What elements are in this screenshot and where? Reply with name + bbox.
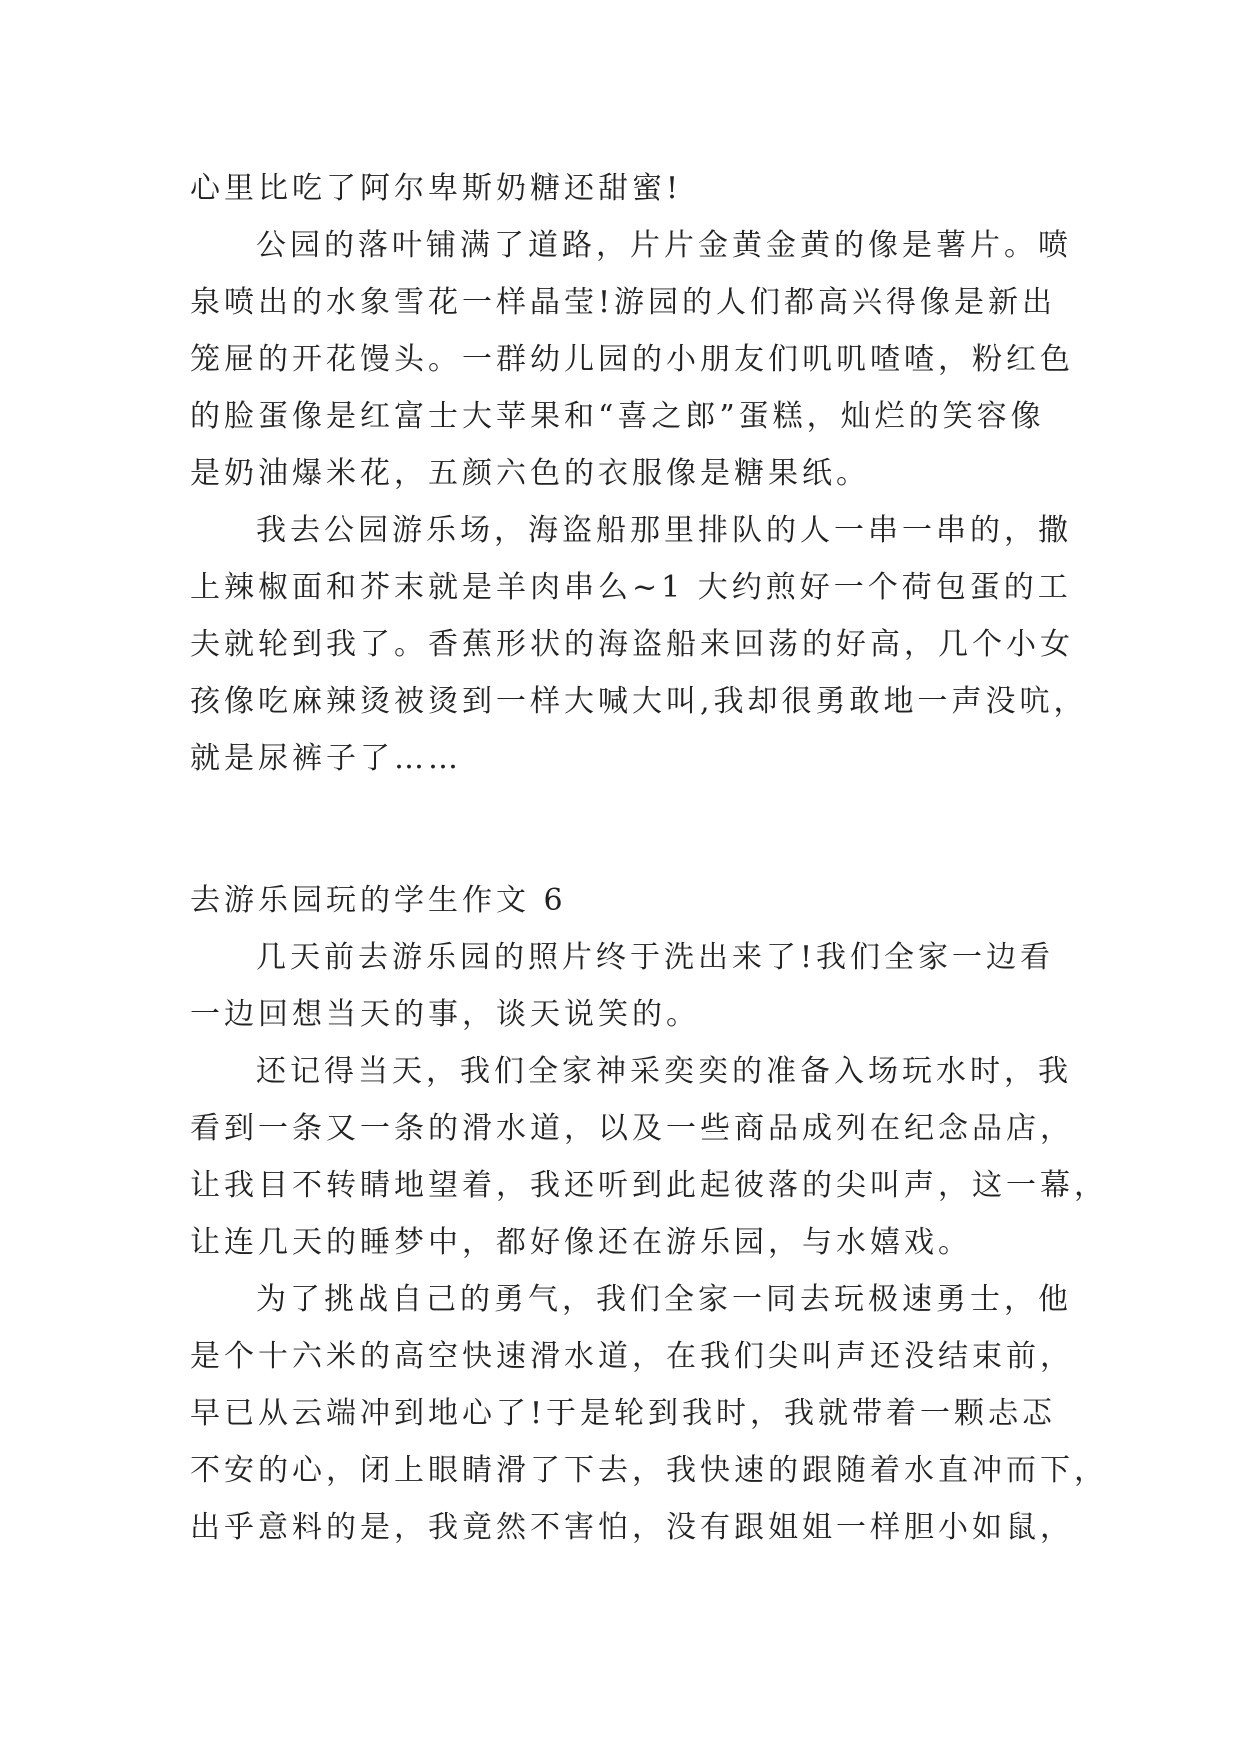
text-line: 孩像吃麻辣烫被烫到一样大喊大叫,我却很勇敢地一声没吭，: [190, 684, 1088, 719]
text-line: 是奶油爆米花，五颜六色的衣服像是糖果纸。: [190, 456, 870, 491]
text-line: 还记得当天，我们全家神采奕奕的准备入场玩水时，我: [256, 1054, 1072, 1089]
text-line: 就是尿裤子了……: [190, 741, 462, 776]
text-line: 我去公园游乐场，海盗船那里排队的人一串一串的，撒: [256, 513, 1072, 548]
section-essay-5-continuation: [190, 160, 1088, 787]
text-line: 出乎意料的是，我竟然不害怕，没有跟姐姐一样胆小如鼠，: [190, 1510, 1074, 1545]
text-line: 心里比吃了阿尔卑斯奶糖还甜蜜!: [190, 171, 683, 206]
text-line: 为了挑战自己的勇气，我们全家一同去玩极速勇士，他: [256, 1282, 1072, 1317]
section-essay-6: [190, 929, 1108, 1556]
section-gap: [190, 787, 1050, 872]
text-line: 早已从云端冲到地心了!于是轮到我时，我就带着一颗忐忑: [190, 1396, 1057, 1431]
text-line: 的脸蛋像是红富士大苹果和“喜之郎”蛋糕，灿烂的笑容像: [190, 399, 1045, 434]
text-line: 看到一条又一条的滑水道，以及一些商品成列在纪念品店，: [190, 1111, 1074, 1146]
text-line: 让连几天的睡梦中，都好像还在游乐园，与水嬉戏。: [190, 1225, 972, 1260]
text-line: 几天前去游乐园的照片终于洗出来了!我们全家一边看: [256, 940, 1055, 975]
text-line: 笼屉的开花馒头。一群幼儿园的小朋友们叽叽喳喳，粉红色: [190, 342, 1074, 377]
text-line: 上辣椒面和芥末就是羊肉串么~1 大约煎好一个荷包蛋的工: [190, 570, 1072, 605]
document-body: [190, 160, 1108, 1556]
text-line: 让我目不转睛地望着，我还听到此起彼落的尖叫声，这一幕，: [190, 1168, 1108, 1203]
section-title: 去游乐园玩的学生作文 6: [190, 883, 567, 918]
text-line: 泉喷出的水象雪花一样晶莹!游园的人们都高兴得像是新出: [190, 285, 1057, 320]
text-line: 不安的心，闭上眼睛滑了下去，我快速的跟随着水直冲而下，: [190, 1453, 1108, 1488]
text-line: 夫就轮到我了。香蕉形状的海盗船来回荡的好高，几个小女: [190, 627, 1074, 662]
text-line: 公园的落叶铺满了道路，片片金黄金黄的像是薯片。喷: [256, 228, 1072, 263]
text-line: 是个十六米的高空快速滑水道，在我们尖叫声还没结束前，: [190, 1339, 1074, 1374]
text-line: 一边回想当天的事，谈天说笑的。: [190, 997, 700, 1032]
